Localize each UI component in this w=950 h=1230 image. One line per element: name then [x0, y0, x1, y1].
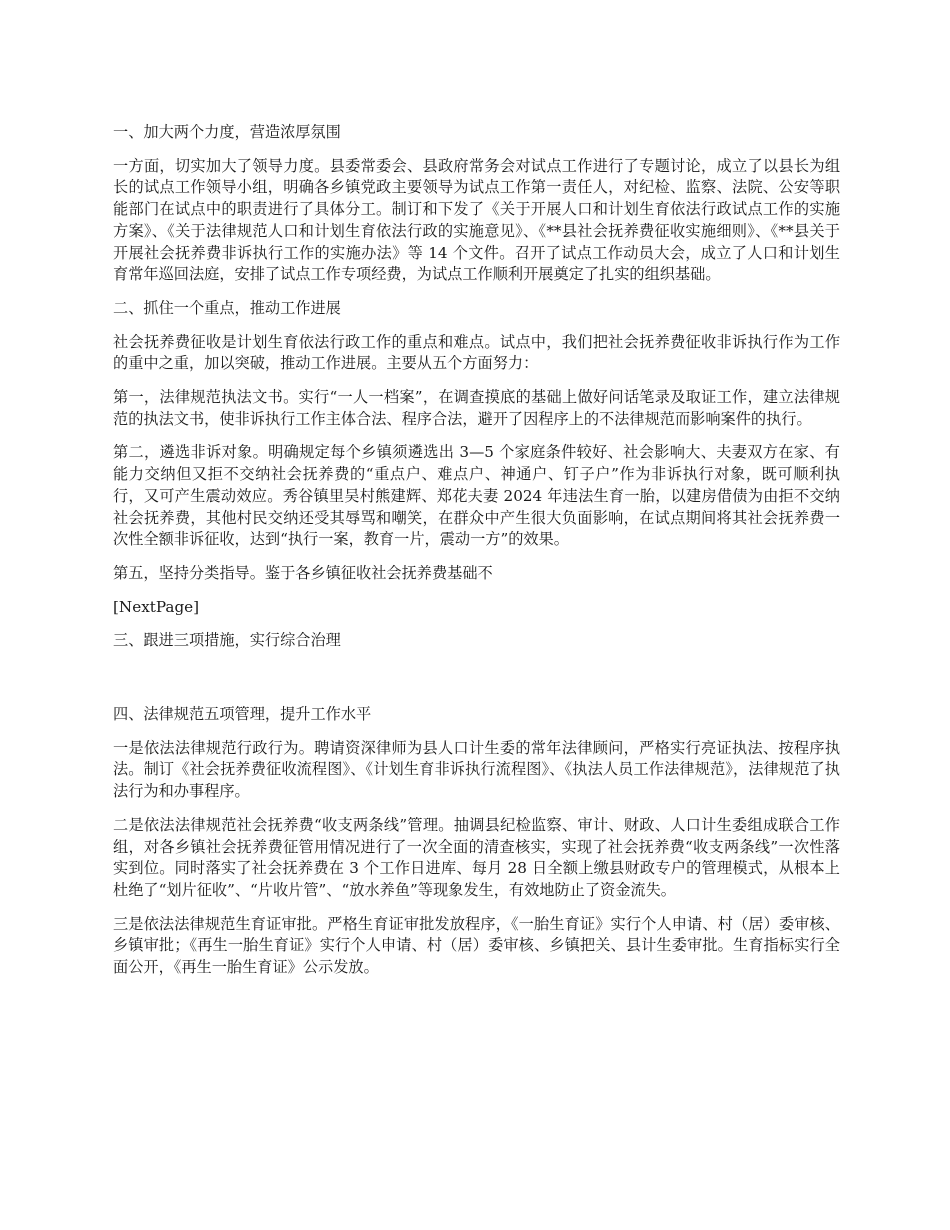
paragraph-birth-permit: 三是依法法律规范生育证审批。严格生育证审批发放程序，《一胎生育证》实行个人申请、村（居）委审核、乡镇审批；《再生一胎生育证》实行个人申请、村（居）委审核、乡镇把关、县计生委审批。生育指标实行全面公开，《再生一胎生育证》公示发放。 — [113, 914, 840, 977]
next-page-marker: [NextPage] — [113, 597, 200, 616]
section-heading-3: 三、跟进三项措施，实行综合治理 — [113, 631, 341, 650]
paragraph-key-point: 社会抚养费征收是计划生育依法行政工作的重点和难点。试点中，我们把社会抚养费征收非诉执行作为工作的重中之重，加以突破，推动工作进展。主要从五个方面努力： — [113, 332, 840, 373]
paragraph-admin-behavior: 一是依法法律规范行政行为。聘请资深律师为县人口计生委的常年法律顾问，严格实行亮证执法、按程序执法。制订《社会抚养费征收流程图》、《计划生育非诉执行流程图》、《执法人员工作法律规范》，法律规范了执法行为和办事程序。 — [113, 738, 840, 801]
paragraph-second: 第二，遴选非诉对象。明确规定每个乡镇须遴选出 3—5 个家庭条件较好、社会影响大、夫妻双方在家、有能力交纳但又拒不交纳社会抚养费的“重点户、难点户、神通户、钉子户”作为非诉执行对象，既可顺利执行，又可产生震动效应。秀谷镇里吴村熊建辉、郑花夫妻 2024 年违法生育一胎，以建房借债为由拒不交纳社会抚养费，其他村民交纳还受其辱骂和嘲笑，在群众中产生很大负面影响，在试点期间将其社会抚养费一次性全额非诉征收，达到“执行一案，教育一片，震动一方”的效果。 — [113, 443, 840, 549]
paragraph-fifth: 第五，坚持分类指导。鉴于各乡镇征收社会抚养费基础不 — [113, 563, 493, 582]
paragraph-fee-management: 二是依法法律规范社会抚养费“收支两条线”管理。抽调县纪检监察、审计、财政、人口计生委组成联合工作组，对各乡镇社会抚养费征管用情况进行了一次全面的清查核实，实现了社会抚养费“收支两条线”一次性落实到位。同时落实了社会抚养费在 3 个工作日进库、每月 28 日全额上缴县财政专户的管理模式，从根本上杜绝了“划片征收”、“片收片管”、“放水养鱼”等现象发生，有效地防止了资金流失。 — [113, 815, 840, 899]
document-page — [113, 122, 840, 979]
section-heading-2: 二、抓住一个重点，推动工作进展 — [113, 298, 341, 317]
paragraph-first: 第一，法律规范执法文书。实行“一人一档案”，在调查摸底的基础上做好问话笔录及取证工作，建立法律规范的执法文书，使非诉执行工作主体合法、程序合法，避开了因程序上的不法律规范而影响案件的执行。 — [113, 388, 840, 428]
section-heading-1: 一、加大两个力度，营造浓厚氛围 — [113, 123, 341, 141]
paragraph-leadership: 一方面，切实加大了领导力度。县委常委会、县政府常务会对试点工作进行了专题讨论，成立了以县长为组长的试点工作领导小组，明确各乡镇党政主要领导为试点工作第一责任人，对纪检、监察、法院、公安等职能部门在试点中的职责进行了具体分工。制订和下发了《关于开展人口和计划生育依法行政试点工作的实施方案》、《关于法律规范人口和计划生育依法行政的实施意见》、《**县社会抚养费征收实施细则》、《**县关于开展社会抚养费非诉执行工作的实施办法》等 14 个文件。召开了试点工作动员大会，成立了人口和计划生育常年巡回法庭，安排了试点工作专项经费，为试点工作顺利开展奠定了扎实的组织基础。 — [113, 156, 840, 284]
section-heading-4: 四、法律规范五项管理，提升工作水平 — [113, 705, 372, 724]
